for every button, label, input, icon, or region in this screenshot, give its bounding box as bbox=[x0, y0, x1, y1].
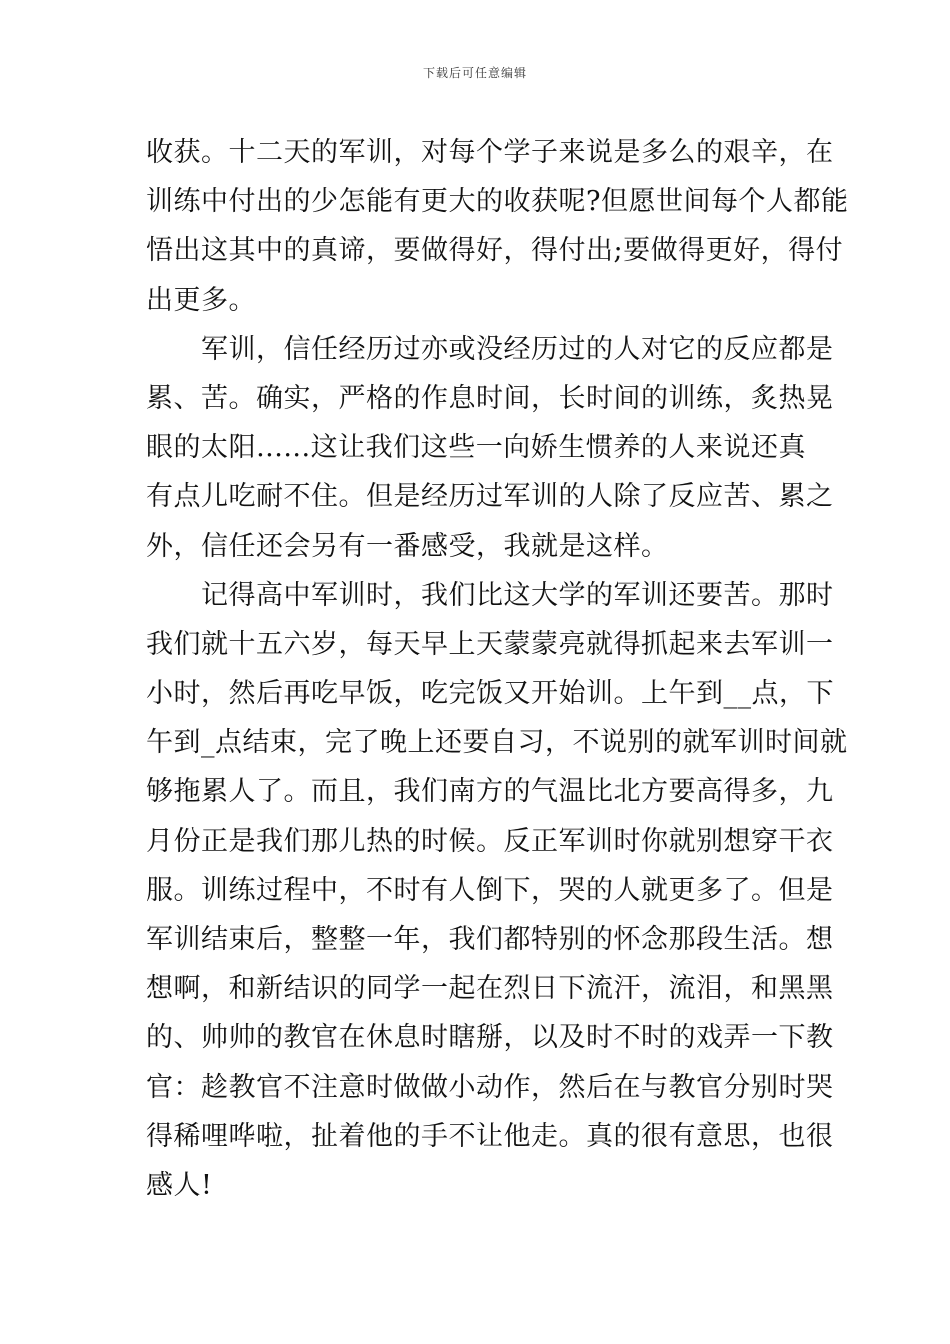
text-line: 小时，然后再吃早饭，吃完饭又开始训。上午到__点，下 bbox=[146, 678, 834, 710]
page-header: 下载后可任意编辑 bbox=[422, 66, 527, 80]
text-line: 午到_点结束，完了晚上还要自习，不说别的就军训时间就 bbox=[146, 727, 848, 759]
text-line: 月份正是我们那儿热的时候。反正军训时你就别想穿干衣 bbox=[146, 825, 834, 857]
text-line: 感人! bbox=[146, 1169, 213, 1201]
text-line: 出更多。 bbox=[146, 284, 256, 316]
text-line: 训练中付出的少怎能有更大的收获呢?但愿世间每个人都能 bbox=[146, 186, 849, 218]
text-line: 的、帅帅的教官在休息时瞎掰，以及时不时的戏弄一下教 bbox=[146, 1022, 834, 1054]
text-line: 得稀哩哗啦，扯着他的手不让他走。真的很有意思，也很 bbox=[146, 1120, 834, 1152]
text-line: 我们就十五六岁，每天早上天蒙蒙亮就得抓起来去军训一 bbox=[146, 628, 834, 660]
text-line: 外，信任还会另有一番感受，我就是这样。 bbox=[146, 530, 669, 562]
text-line: 有点儿吃耐不住。但是经历过军训的人除了反应苦、累之 bbox=[146, 481, 834, 513]
text-line: 军训结束后，整整一年，我们都特别的怀念那段生活。想 bbox=[146, 924, 834, 955]
text-line: 眼的太阳......这让我们这些一向娇生惯养的人来说还真 bbox=[146, 432, 806, 464]
text-line: 记得高中军训时，我们比这大学的军训还要苦。那时 bbox=[146, 579, 834, 611]
text-line: 想啊，和新结识的同学一起在烈日下流汗，流泪，和黑黑 bbox=[146, 973, 834, 1005]
text-line: 悟出这其中的真谛，要做得好，得付出;要做得更好，得付 bbox=[146, 235, 844, 267]
text-line: 军训，信任经历过亦或没经历过的人对它的反应都是 bbox=[146, 333, 834, 365]
text-line: 官：趁教官不注意时做做小动作，然后在与教官分别时哭 bbox=[146, 1071, 834, 1103]
text-line: 累、苦。确实，严格的作息时间，长时间的训练，炙热晃 bbox=[146, 382, 834, 414]
text-line: 收获。十二天的军训，对每个学子来说是多么的艰辛，在 bbox=[146, 137, 834, 168]
text-line: 够拖累人了。而且，我们南方的气温比北方要高得多，九 bbox=[146, 776, 834, 808]
document-body bbox=[146, 128, 849, 1210]
text-line: 服。训练过程中，不时有人倒下，哭的人就更多了。但是 bbox=[146, 874, 834, 906]
